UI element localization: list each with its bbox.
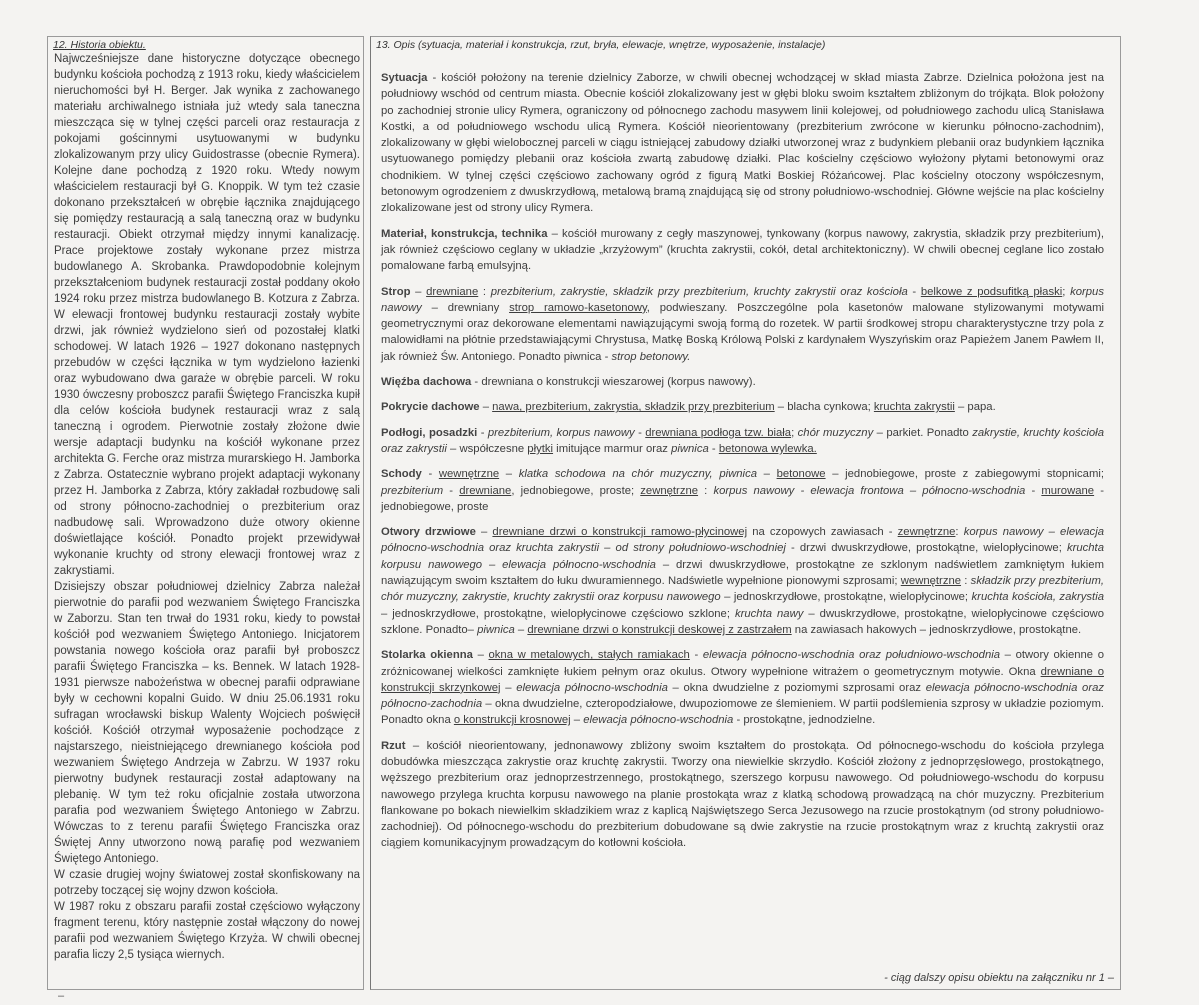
section-term: Pokrycie dachowe [381,401,480,414]
section-pokrycie [381,399,1104,415]
section-body: - kościół położony na terenie dzielnicy Zaborze, w chwili obecnej wchodzącej w skład miasta Zabrze. Dzielnica położona jest na południowy wschód od centrum miasta. Obecnie kościół zlokalizowany jest w głębi bloku swoim kształtem zbliżonym do trójkąta. Blok położony po zachodniej stronie ulicy Rymera, ograniczony od północnego zachodu masywem linii kolejowej, od południowego zachodu ulicą Stanisława Kostki, a od południowego wschodu ulicą Rymera. Kościół nieorientowany (prezbiterium zwrócone w kierunku północno-zachodnim), zlokalizowany w głębi wielobocznej parceli w ciągu istniejącej zabudowy działki utworzonej wraz z budynkiem plebanii oraz budynkiem łącznika usytuowanego pomiędzy plebanii oraz kościoła zwartą zabudowę działki. Plac kościelny częściowo wyłożony płytami betonowymi oraz chodnikiem. W tylnej części częściowo zachowany ogród z figurą Matki Boskiej Różańcowej. Plac kościelny otoczony współczesnym, betonowym ogrodzeniem z dwuskrzydłową, metalową bramą znajdującą się od strony południowo-wschodniej. Główne wejście na plac kościelny zlokalizowane jest od strony ulicy Rymera. [381,72,1104,215]
text-run: – [472,649,489,662]
section-body: - drewniana o konstrukcji wieszarowej (korpus nawowy). [471,376,756,389]
text-run: ; [1062,285,1071,298]
text-run: – [514,623,528,636]
text-run: – jednobiegowe, proste z zabiegowymi stopnicami; [825,468,1105,481]
text-run: na czopowych zawiasach - [747,526,898,539]
italic-run: korpus nawowy – elewacja północno-wschodnia oraz kruchta zakrystii – od strony południowo-wschodniej [381,526,1105,555]
history-paragraph: W czasie drugiej wojny światowej został skonfiskowany na potrzeby toczącej się wojny dzwon kościoła. [54,869,360,897]
italic-run: klatka schodowa na chór muzyczny, piwnica [518,468,757,481]
italic-run: kruchta korpusu nawowego – elewacja północno-wschodnia [381,542,1104,571]
history-paragraph: Najwcześniejsze dane historyczne dotyczące obecnego budynku kościoła pochodzą z 1913 roku, kiedy właścicielem nieruchomości był H. Berger. Jak wynika z zachowanego materiału archiwalnego istniała już wtedy sala taneczna mieszcząca się w tylnej części parceli oraz restauracja z pokojami gościnnymi usytuowanymi w budynku zlokalizowanym przy ulicy Guidostrasse (obecnie Rymera). Kolejne dane pochodzą z 1920 roku. Wtedy nowym właścicielem restauracji był G. Knoppik. W tym też czasie dokonano przekształceń w obrębie łącznika znajdującego się pomiędzy restauracją a salą taneczną oraz w budynku restauracji. Obiekt otrzymał między innymi kanalizację. Prace projektowe zostały wykonane przez mistrza budowlanego A. Skrobanka. Prawdopodobnie kolejnym przekształceniom budynek restauracji został poddany około 1924 roku przez mistrza budowlanego B. Kotzura z Zabrza. W elewacji frontowej budynku restauracji zostały wybite drzwi, jak również wydzielono sień od pozostałej klatki schodowej. W latach 1926 – 1927 dokonano następnych przebudów w części łącznika w tym wydzielono łazienki oraz wybudowano dwa garaże w obrębie parceli. W roku 1930 ówczesny proboszcz parafii Świętego Franciszka kupił dla celów kościoła budynek restauracji wraz z salą taneczną i ogrodem. Pierwotnie zostały złożone dwie wersje adaptacji budynku na kościół wykonane przez architekta G. Ferche oraz mistrza murarskiego H. Jamborka z Zabrza. Ostatecznie wybrano projekt adaptacji wykonany przez H. Jamborka z Zabrza, który zakładał rozbudowę sali od strony północno-zachodniej o prezbiterium oraz nadbudowę sali. Wprowadzono duże otwory okienne doświetlające kościół. Ponadto projekt przewidywał wykonanie kruchty od strony elewacji frontowej wraz z zakrystiami. [54,53,360,577]
text-run: – [570,714,584,727]
underlined-run: drewniane drzwi o konstrukcji ramowo-płycinowej [492,526,748,539]
text-run: – otwory okienne o zróżnicowanej wielkości zamknięte łukiem pełnym oraz okulus. Otwory wypełnione witrażem o geometrycznym motywie. Okna [381,649,1105,678]
text-run: ; [791,426,798,439]
text-run: – blacha cynkowa; [774,401,874,414]
underlined-run: strop ramowo-kasetonowy [509,301,647,314]
underlined-run: belkowe z podsufitką płaski [920,285,1063,298]
text-run: - drzwi dwuskrzydłowe, prostokątne, wielopłycinowe; [785,542,1067,555]
text-run: imitujące marmur oraz [553,442,672,455]
text-run: - [1025,484,1042,497]
section-term: Rzut [381,739,406,752]
text-run: – okna dwudzielne z poziomymi szprosami oraz [667,681,926,694]
underlined-run: drewniane o konstrukcji skrzynkowej [381,665,1104,694]
section-term: Otwory drzwiowe [381,526,476,539]
text-run: – [500,681,517,694]
text-run: – okna dwudzielne, czteropodziałowe, dwupoziomowe ze ślemieniem. W partii podślemienia szprosy w układzie poziomym. Ponadto okna [381,698,1104,727]
description-heading: 13. Opis (sytuacja, materiał i konstrukcja, rzut, bryła, elewacje, wnętrze, wyposażenie, instalacje) [376,39,826,51]
history-paragraph: W 1987 roku z obszaru parafii został częściowo wyłączony fragment terenu, który następnie został włączony do nowej parafii pod wezwaniem Świętego Krzyża. W chwili obecnej parafia liczy 2,5 tysiąca wiernych. [54,901,360,961]
underlined-run: drewniane drzwi o konstrukcji deskowej z zastrzałem [527,623,792,636]
underlined-run: drewniane [426,285,479,298]
section-material [381,226,1104,275]
italic-run: prezbiterium, korpus nawowy [487,426,635,439]
text-run: – [479,401,493,414]
text-run: – jednoskrzydłowe, prostokątne, wielopłycinowe; [720,591,972,604]
italic-run: chór muzyczny [797,426,874,439]
text-run: : [955,526,964,539]
text-run: - [443,484,460,497]
italic-run: kruchta nawy [734,607,804,620]
text-run: na zawiasach hakowych – jednoskrzydłowe, prostokątne. [791,623,1082,636]
underlined-run: kruchta zakrystii [873,401,955,414]
text-run: – [499,468,519,481]
italic-run: elewacja północno-wschodnia [583,714,734,727]
section-body: – kościół murowany z cegły maszynowej, tynkowany (korpus nawowy, zakrystia, składzik przy prezbiterium), jak również częściowo ceglany w układzie „krzyżowym” (kruchta zakrystii, cokół, detal architektoniczny). W chwili obecnej ceglane lico zostało pomalowane farbą emulsyjną. [381,227,1104,273]
section-term: Schody [381,468,422,481]
italic-run: elewacja północno-wschodnia oraz północno-zachodnia [381,681,1105,711]
italic-run: piwnica [671,442,709,455]
bottom-mark: – [58,990,65,1002]
text-run: - jednobiegowe, proste [381,484,1104,513]
text-run: – jednoskrzydłowe, prostokątne, wielopłycinowe częściowo szklone; [381,607,735,620]
section-term: Podłogi, posadzki [381,426,478,439]
italic-run: zakrystie, kruchty kościoła oraz zakrystii [381,426,1104,455]
underlined-run: okna w metalowych, stałych ramiakach [488,649,690,662]
text-run: – papa. [954,401,996,414]
italic-run: składzik przy prezbiterium, chór muzyczny, zakrystie, kruchty zakrystii oraz korpusu nawowego [381,575,1104,604]
italic-run: elewacja północno-wschodnia oraz południowo-wschodnia [702,649,1001,662]
section-term: Sytuacja [381,72,428,84]
text-run: – [410,285,427,298]
text-run: - [907,285,921,298]
history-heading: 12. Historia obiektu. [53,39,146,51]
text-run: - [477,426,488,439]
text-run: , jednobiegowe, proste; [511,484,641,497]
section-rzut [381,738,1104,852]
section-term: Więźba dachowa [381,376,472,389]
italic-run: korpus nawowy - elewacja frontowa – północno-wschodnia [713,484,1026,497]
underlined-run: wewnętrzne [438,468,500,481]
description-text [381,70,1104,861]
underlined-run: płytki [527,442,554,455]
text-run: - [634,426,646,439]
italic-run: elewacja północno-wschodnia [516,681,668,694]
section-term: Materiał, konstrukcja, technika [381,227,548,240]
underlined-run: drewniane [459,484,512,497]
section-sytuacja [381,70,1104,217]
italic-run: kruchta kościoła, zakrystia [971,591,1104,604]
italic-run: prezbiterium [381,484,444,497]
continuation-note: - ciąg dalszy opisu obiektu na załączniku nr 1 – [884,972,1114,984]
section-schody [381,466,1104,515]
history-paragraph: Dzisiejszy obszar południowej dzielnicy Zabrza należał pierwotnie do parafii pod wezwaniem Świętego Franciszka w Zaborzu. Stan ten trwał do 1931 roku, kiedy to powstał kościół pod wezwaniem Świętego Antoniego. Inicjatorem powstania nowego kościoła oraz parafii był proboszcz parafii Świętego Franciszka – ks. Bennek. W latach 1928-1931 pierwsze nabożeństwa w obecnej parafii odprawiane były w cechowni kopalni Guido. W dniu 25.06.1931 roku sufragan wrocławski biskup Walenty Wojciech poświęcił kościół. Kościół otrzymał wyposażenie pochodzące z najstarszego, nieistniejącego drewnianego kościoła pod wezwaniem Świętego Andrzeja w Zabrzu. W 1937 roku pierwotny budynek restauracji został adaptowany na plebanię. W tym też roku oficjalnie została utworzona parafia pod wezwaniem Świętego Antoniego w Zabrzu. Wówczas to z terenu parafii Świętego Franciszka oraz Świętej Anny utworzono nową parafię pod wezwaniem Świętego Antoniego. [54,581,360,865]
section-otwory [381,524,1104,638]
underlined-run: zewnętrzne [640,484,699,497]
text-run: : [961,575,971,588]
text-run: , podwieszany. Poszczególne pola kasetonów malowane stylizowanymi motywami geometrycznymi oraz dekorowane elementami nawiązującymi swoją formą do rozetek. W partii środkowej stropu charakterystyczne trzy pola z malowidłami na płótnie przedstawiającymi Chrystusa, Matkę Boską Królową Polski z kardynałem Wyszyńskim oraz Papieżem Janem Pawłem II, jak również Św. Antoniego. Ponadto piwnica - [381,301,1104,363]
italic-run: piwnica [477,623,515,636]
text-run: - prostokątne, jednodzielne. [733,714,876,727]
underlined-run: nawa, prezbiterium, zakrystia, składzik przy prezbiterium [492,401,775,414]
text-run: – parkiet. Ponadto [873,426,973,439]
section-term: Stolarka okienna [381,649,473,662]
underlined-run: murowane [1041,484,1095,497]
section-stolarka [381,647,1104,728]
underlined-run: wewnętrzne [900,575,962,588]
text-run: – dwuskrzydłowe, prostokątne, wielopłycinowe częściowo szklone. Ponadto– [381,607,1105,636]
italic-run: prezbiterium, zakrystie, składzik przy prezbiterium, kruchty zakrystii oraz kościoła [490,285,908,298]
underlined-run: betonowa wylewka. [718,442,817,455]
text-run: – [475,526,493,539]
section-term: Strop [381,285,411,298]
underlined-run: drewniana podłoga tzw. biała [645,426,792,439]
text-run: - [689,649,703,662]
section-body: – kościół nieorientowany, jednonawowy zbliżony swoim kształtem do prostokąta. Od północnego-wschodu do kościoła przylega dobudówka mieszcząca zakrystie oraz kruchtę zakrystii. Tworzy ona niewielkie skrzydło. Kościół złożony z jednoprzęsłowego, prostokątnego, węższego prezbiterium oraz jednoprzestrzennego, prostokątnego, szerszego korpusu nawowego. Od południowego-wschodu do korpusu nawowego przylega kruchta korpusu nawowego na planie prostokąta wraz z klatką schodową prowadzącą na chór muzyczny. Prezbiterium flankowane po bokach niewielkim składzikiem wraz z kaplicą Najświętszego Serca Jezusowego na rzucie prostokątnym (od strony południowo-zachodniej). Od północnego-wschodu do prezbiterium dobudowane są dwie zakrystie na rzucie prostokątnym wraz z kruchtą zakrystii oraz ciągiem komunikacyjnym prowadzącym do kotłowni kościoła. [381,739,1104,850]
underlined-run: o konstrukcji krosnowej [453,714,571,727]
italic-run: korpus nawowy [381,285,1104,314]
text-run: – [757,468,777,481]
text-run: : [698,484,714,497]
text-run: – drzwi dwuskrzydłowe, prostokątne ze szklonym nadświetlem zamkniętym łukiem nawiązującym swoim kształtem do łuku dwuramiennego. Nadświetle wypełnione pionowymi szprosami; [381,558,1104,588]
history-text [54,51,360,963]
text-run: : [478,285,491,298]
italic-run: strop betonowy. [611,350,691,363]
section-strop [381,284,1104,365]
section-wiezba [381,374,1104,390]
underlined-run: betonowe [776,468,826,481]
text-run: - [708,442,719,455]
text-run: – drewniany [421,301,510,314]
text-run: – współczesne [446,442,528,455]
section-podlogi [381,425,1104,458]
underlined-run: zewnętrzne [897,526,956,539]
text-run: - [421,468,439,481]
